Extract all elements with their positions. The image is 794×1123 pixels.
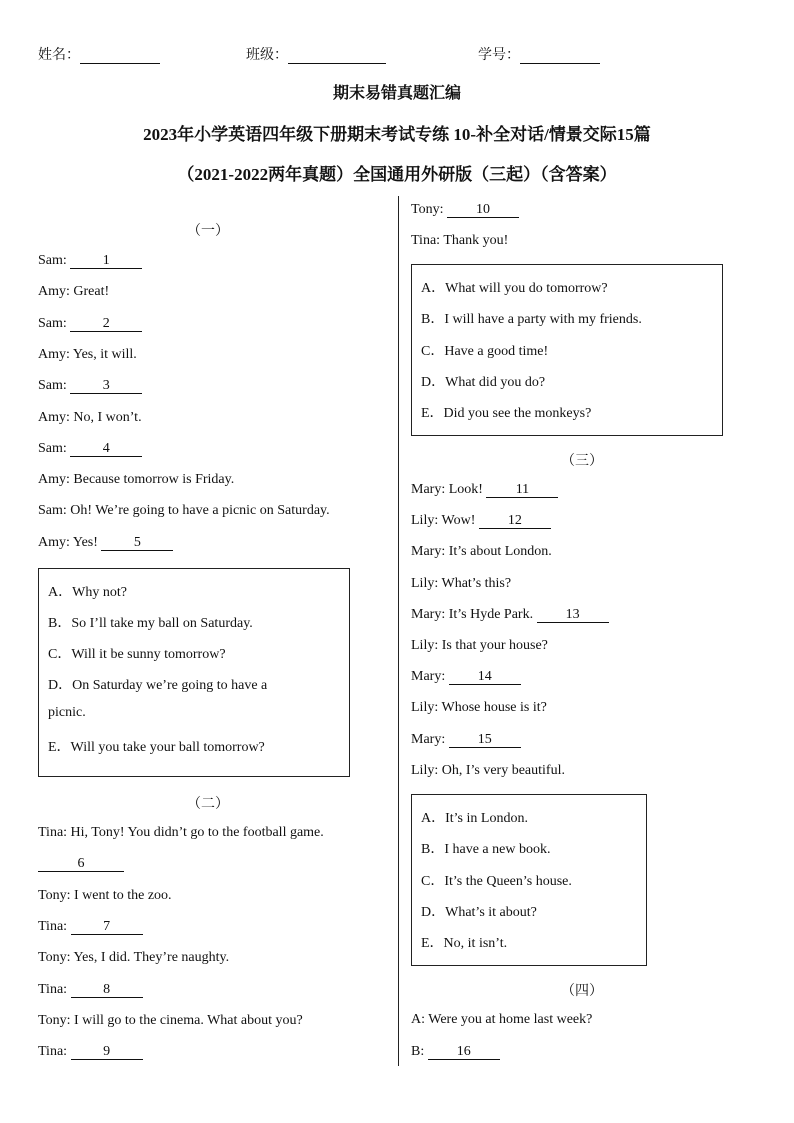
dialogue-line (411, 607, 609, 623)
dialogue-text: Look! (448, 482, 483, 497)
option-item: A．Why not? (48, 585, 127, 600)
dialogue-line (411, 638, 548, 654)
speaker-label: Amy: (38, 284, 70, 300)
speaker-label: Tony: (38, 888, 71, 903)
option-item: C．Will it be sunny tomorrow? (48, 647, 226, 662)
answer-blank-5[interactable]: 5 (101, 535, 173, 551)
blank-6[interactable]: 6 (38, 856, 124, 872)
subtitle-1: 2023年小学英语四年级下册期末考试专练 10-补全对话/情景交际15篇 (143, 125, 651, 144)
dialogue-line (38, 919, 143, 935)
dialogue-text: What’s this? (441, 575, 512, 591)
speaker-label: Mary: (411, 669, 446, 685)
speaker-label: Sam: (38, 503, 67, 519)
speaker-label: Sam: (38, 378, 67, 394)
subtitle-2: （2021-2022两年真题）全国通用外研版（三起）（含答案） (177, 165, 617, 184)
speaker-label: Amy: (38, 534, 70, 550)
option-item: A．What will you do tomorrow? (421, 281, 608, 296)
class-blank[interactable] (288, 48, 386, 64)
option-item: D．On Saturday we’re going to have a (48, 678, 268, 693)
dialogue-line (411, 576, 511, 592)
speaker-label: Tina: (38, 981, 68, 997)
dialogue-line (38, 472, 234, 488)
dialogue-text: Thank you! (443, 233, 509, 248)
dialogue-line (411, 732, 521, 748)
dialogue-line (38, 347, 137, 363)
dialogue-text: I went to the zoo. (73, 888, 172, 903)
speaker-label: Mary: (411, 606, 446, 622)
blank-6-line (38, 856, 124, 872)
number-label: 学号： (478, 48, 520, 63)
name-field (38, 44, 160, 64)
dialogue-line (38, 1013, 303, 1029)
dialogue-line (38, 503, 330, 519)
section-3-title: （三） (561, 454, 603, 469)
dialogue-text: Is that your house? (441, 638, 548, 653)
dialogue-line (411, 544, 552, 560)
dialogue-text: Yes! (72, 534, 98, 550)
dialogue-text: Oh! We’re going to have a picnic on Saturday. (70, 503, 330, 519)
answer-blank-15[interactable]: 15 (449, 732, 521, 748)
dialogue-text: I will go to the cinema. What about you? (73, 1012, 303, 1028)
dialogue-line (411, 202, 519, 218)
dialogue-line (411, 482, 558, 498)
speaker-label: Tony: (38, 1012, 71, 1028)
dialogue-text: Yes, it will. (72, 346, 137, 362)
dialogue-text: Oh, I’s very beautiful. (441, 762, 565, 778)
dialogue-text: Yes, I did. They’re naughty. (73, 950, 230, 966)
dialogue-text: Were you at home last week? (428, 1012, 593, 1027)
speaker-label: Sam: (38, 253, 67, 268)
option-item: A．It’s in London. (421, 811, 528, 826)
answer-blank-12[interactable]: 12 (479, 513, 551, 529)
speaker-label: Lily: (411, 575, 439, 591)
speaker-label: Tina: (411, 233, 441, 248)
dialogue-line (411, 1012, 592, 1028)
speaker-label: Amy: (38, 472, 70, 488)
dialogue-line (38, 535, 173, 551)
dialogue-line (38, 284, 109, 300)
dialogue-text: No, I won’t. (73, 409, 142, 425)
dialogue-line (411, 233, 508, 249)
section-4-title: （四） (561, 984, 603, 999)
dialogue-line (38, 378, 142, 394)
option-item: E．No, it isn’t. (421, 936, 508, 952)
speaker-label: Lily: (411, 762, 439, 778)
answer-blank-10[interactable]: 10 (447, 202, 519, 218)
number-blank[interactable] (520, 48, 600, 64)
dialogue-line (38, 1044, 143, 1060)
class-label: 班级： (246, 48, 288, 63)
dialogue-line (411, 513, 551, 529)
option-item: B．I have a new book. (421, 842, 551, 858)
speaker-label: B: (411, 1044, 425, 1059)
dialogue-line (411, 763, 565, 779)
dialogue-line (411, 669, 521, 685)
answer-blank-9[interactable]: 9 (71, 1044, 143, 1060)
answer-blank-1[interactable]: 1 (70, 253, 142, 269)
dialogue-text: It’s Hyde Park. (448, 606, 534, 622)
dialogue-line (38, 410, 142, 426)
name-blank[interactable] (80, 48, 160, 64)
dialogue-text: Wow! (441, 513, 476, 529)
speaker-label: Sam: (38, 440, 67, 456)
main-title: 期末易错真题汇编 (332, 85, 461, 102)
answer-blank-14[interactable]: 14 (449, 669, 521, 685)
answer-blank-2[interactable]: 2 (70, 316, 142, 332)
dialogue-line (38, 441, 142, 457)
dialogue-line (38, 888, 172, 904)
speaker-label: Amy: (38, 346, 70, 362)
answer-blank-11[interactable]: 11 (486, 482, 558, 498)
answer-blank-8[interactable]: 8 (71, 982, 143, 998)
number-field (478, 44, 600, 64)
dialogue-line (411, 1044, 500, 1060)
dialogue-text: Great! (73, 284, 110, 300)
speaker-label: Amy: (38, 409, 70, 425)
dialogue-line (411, 700, 547, 716)
speaker-label: Tina: (38, 1044, 68, 1059)
speaker-label: Mary: (411, 544, 446, 560)
dialogue-line (38, 982, 143, 998)
speaker-label: Lily: (411, 638, 439, 653)
speaker-label: Lily: (411, 513, 439, 529)
column-divider (398, 196, 399, 1066)
option-item: E．Did you see the monkeys? (421, 406, 592, 422)
speaker-label: Tony: (38, 950, 71, 966)
option-item: C．Have a good time! (421, 343, 549, 359)
option-item: D．What’s it about? (421, 904, 537, 920)
dialogue-line (38, 950, 229, 966)
speaker-label: Tony: (411, 202, 444, 217)
speaker-label: Lily: (411, 700, 439, 716)
name-label: 姓名： (38, 48, 80, 63)
class-field (246, 44, 386, 64)
answer-blank-3[interactable]: 3 (70, 378, 142, 394)
option-item: B．So I’ll take my ball on Saturday. (48, 616, 253, 631)
speaker-label: Mary: (411, 482, 446, 497)
section-2-title: （二） (187, 797, 229, 812)
answer-blank-13[interactable]: 13 (537, 607, 609, 623)
dialogue-text: Because tomorrow is Friday. (73, 472, 235, 488)
dialogue-text: It’s about London. (448, 544, 552, 560)
speaker-label: Tina: (38, 919, 68, 935)
answer-blank-7[interactable]: 7 (71, 919, 143, 935)
speaker-label: Sam: (38, 315, 67, 331)
option-item: C．It’s the Queen’s house. (421, 873, 572, 889)
dialogue-line (38, 253, 142, 269)
dialogue-text: Whose house is it? (441, 700, 547, 716)
option-item: picnic. (48, 705, 86, 720)
option-item: D．What did you do? (421, 374, 546, 390)
option-item: B．I will have a party with my friends. (421, 312, 642, 328)
section-1-title: （一） (187, 224, 229, 239)
answer-blank-4[interactable]: 4 (70, 441, 142, 457)
answer-blank-16[interactable]: 16 (428, 1044, 500, 1060)
section-2-first-line: Tina: Hi, Tony! You didn’t go to the football game. (38, 825, 324, 840)
option-item: E．Will you take your ball tomorrow? (48, 740, 265, 755)
dialogue-line (38, 316, 142, 332)
speaker-label: Mary: (411, 731, 446, 747)
speaker-label: A: (411, 1012, 425, 1027)
